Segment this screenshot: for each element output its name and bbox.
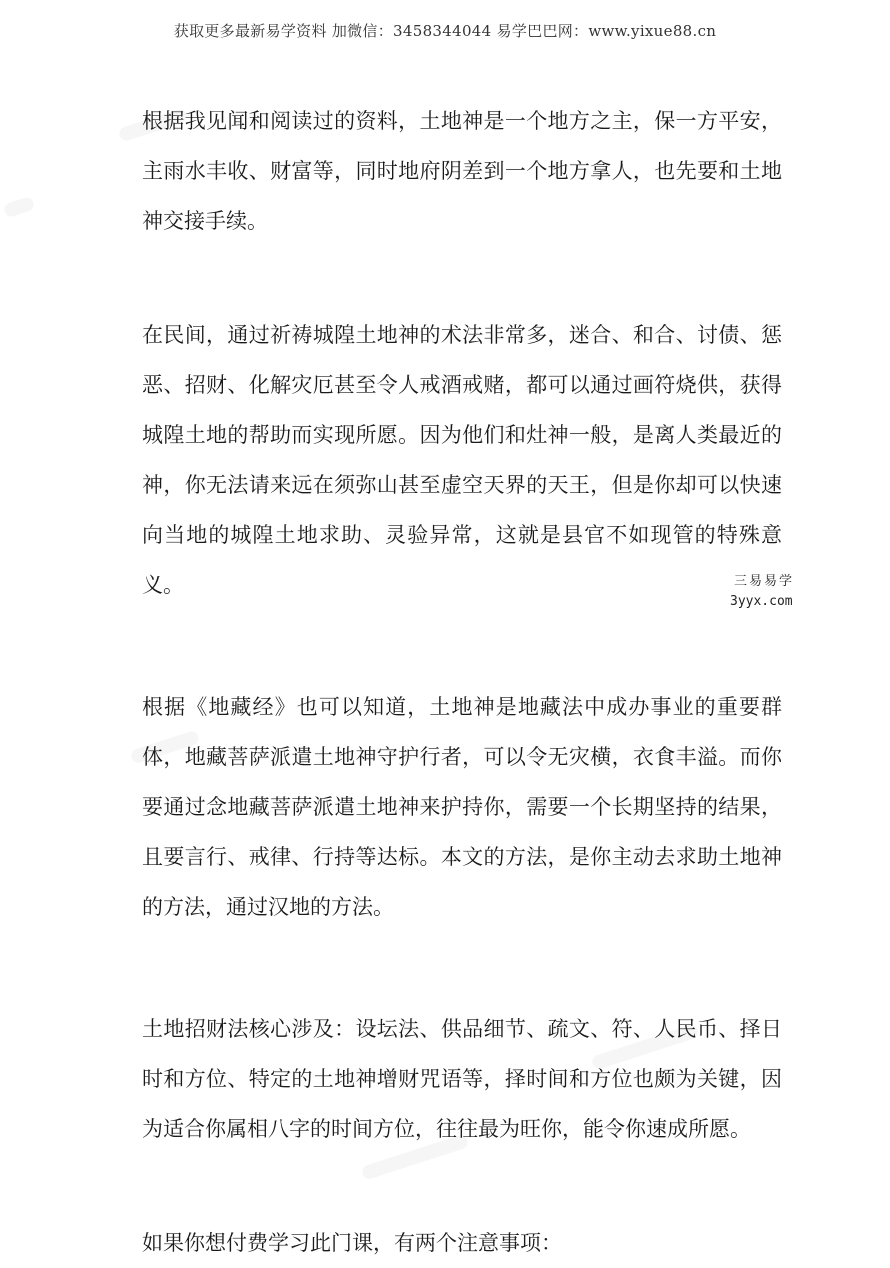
faint-stamp-mark xyxy=(3,196,36,219)
watermark-name: 三易易学 xyxy=(734,574,795,589)
paragraph: 根据我见闻和阅读过的资料，土地神是一个地方之主，保一方平安，主雨水丰收、财富等，同时地府阴差到一个地方拿人，也先要和土地神交接手续。 xyxy=(142,109,782,233)
page-header: 获取更多最新易学资料 加微信：3458344044 易学巴巴网：www.yixue88.cn xyxy=(173,22,717,40)
site-watermark xyxy=(730,572,794,612)
paragraph: 根据《地藏经》也可以知道，土地神是地藏法中成办事业的重要群体，地藏菩萨派遣土地神守护行者，可以令无灾横，衣食丰溢。而你要通过念地藏菩萨派遣土地神来护持你，需要一个长期坚持的结果，且要言行、戒律、行持等达标。本文的方法，是你主动去求助土地神的方法，通过汉地的方法。 xyxy=(142,695,782,919)
watermark-url: 3yyx.com xyxy=(730,594,793,609)
paragraph: 在民间，通过祈祷城隍土地神的术法非常多，迷合、和合、讨债、惩恶、招财、化解灾厄甚至令人戒酒戒赌，都可以通过画符烧供，获得城隍土地的帮助而实现所愿。因为他们和灶神一般，是离人类最近的神，你无法请来远在须弥山甚至虚空天界的天王，但是你却可以快速向当地的城隍土地求助、灵验异常，这就是县官不如现管的特殊意义。 xyxy=(142,323,782,597)
paragraph: 土地招财法核心涉及：设坛法、供品细节、疏文、符、人民币、择日时和方位、特定的土地神增财咒语等，择时间和方位也颇为关键，因为适合你属相八字的时间方位，往往最为旺你，能令你速成所愿。 xyxy=(142,1017,782,1141)
document-body xyxy=(142,96,782,1268)
paragraph: 如果你想付费学习此门课，有两个注意事项： xyxy=(142,1231,562,1255)
